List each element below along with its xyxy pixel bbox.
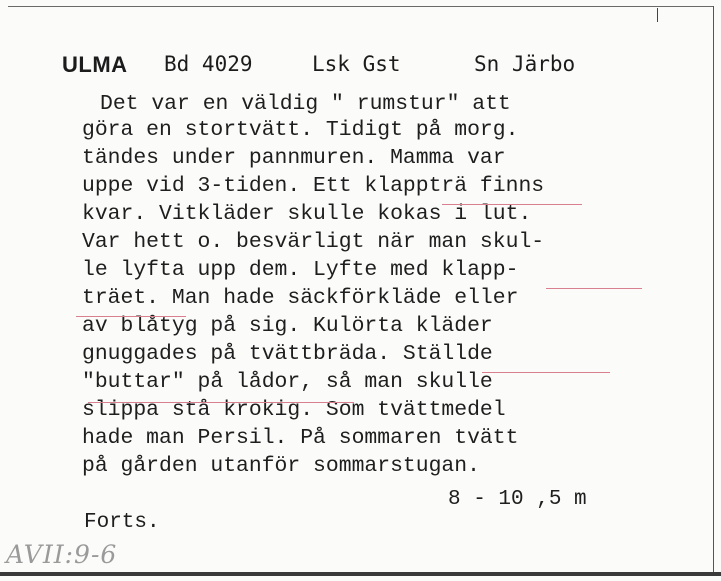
underline-mark <box>442 204 582 205</box>
card-top-border <box>8 6 714 7</box>
continued-note: Forts. <box>84 511 160 534</box>
card-right-border <box>713 6 714 572</box>
text-line: uppe vid 3-tiden. Ett klappträ finns <box>82 174 545 198</box>
text-line: av blåtyg på sig. Kulörta kläder <box>82 314 493 338</box>
underline-mark <box>546 288 642 289</box>
underline-mark <box>88 402 354 403</box>
text-line: träet. Man hade säckförkläde eller <box>82 286 519 310</box>
text-line: på gården utanför sommarstugan. <box>82 454 480 478</box>
text-line: tändes under pannmuren. Mamma var <box>82 146 506 170</box>
archive-code: ULMA <box>62 52 128 77</box>
text-line: gnuggades på tvättbräda. Ställde <box>82 342 493 366</box>
text-line: Det var en väldig " rumstur" att <box>100 92 511 116</box>
text-line: hade man Persil. På sommaren tvätt <box>82 426 519 450</box>
text-line: göra en stortvätt. Tidigt på morg. <box>82 118 519 142</box>
text-line: slippa stå krokig. Som tvättmedel <box>82 398 506 422</box>
text-line: le lyfta upp dem. Lyfte med klapp- <box>82 258 519 282</box>
text-line: kvar. Vitkläder skulle kokas i lut. <box>82 202 532 226</box>
measurements: 8 - 10 ,5 m <box>448 488 587 511</box>
underline-mark <box>482 372 610 373</box>
handwritten-code: AVII:9-6 <box>6 540 118 569</box>
text-line: Var hett o. besvärligt när man skul- <box>82 230 545 254</box>
underline-mark <box>76 316 186 317</box>
parish-name: Sn Järbo <box>474 52 576 76</box>
volume-number: Bd 4029 <box>164 52 253 76</box>
text-line: "buttar" på lådor, så man skulle <box>82 370 493 394</box>
card-bottom-border <box>0 572 721 576</box>
district-code: Lsk Gst <box>312 52 401 76</box>
corner-tick-mark <box>657 8 658 22</box>
